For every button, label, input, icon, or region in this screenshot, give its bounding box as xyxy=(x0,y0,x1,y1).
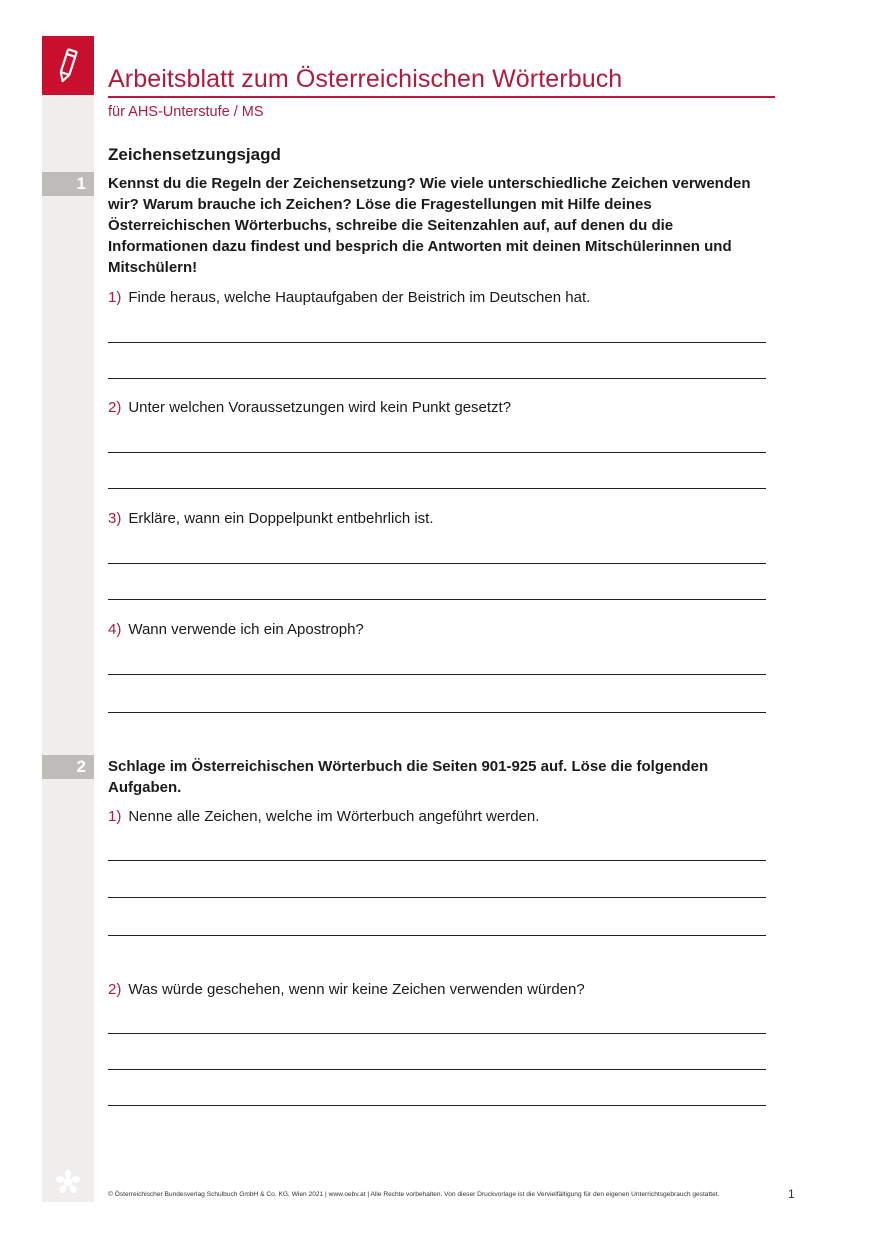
answer-line[interactable] xyxy=(108,342,766,343)
answer-line[interactable] xyxy=(108,674,766,675)
exercise-number-badge: 1 xyxy=(42,172,94,196)
worksheet-subtitle: für AHS-Unterstufe / MS xyxy=(108,104,264,120)
answer-line[interactable] xyxy=(108,563,766,564)
question-text: Was würde geschehen, wenn wir keine Zeichen verwenden würden? xyxy=(128,981,585,998)
question-number: 2) xyxy=(108,981,122,998)
exercise-number-badge: 2 xyxy=(42,755,94,779)
question-text: Nenne alle Zeichen, welche im Wörterbuch angeführt werden. xyxy=(128,808,540,825)
question-number: 2) xyxy=(108,399,122,416)
copyright-footer: © Österreichischer Bundesverlag Schulbuch GmbH & Co. KG, Wien 2021 | www.oebv.at | Alle Rechte vorbehalten. Von dieser Druckvorlage ist die Vervielfältigung für den eigenen Unterrichtsgebrauch gestattet. xyxy=(108,1191,720,1198)
exercise-instruction: Kennst du die Regeln der Zeichensetzung? Wie viele unterschiedliche Zeichen verwenden wir? Warum brauche ich Zeichen? Löse die Fragestellungen mit Hilfe deines Österreichischen Wörterbuchs, schreibe die Seitenzahlen auf, auf denen du die Informationen dazu findest und besprich die Antworten mit deinen Mitschülerinnen und Mitschülern! xyxy=(108,175,751,276)
answer-line[interactable] xyxy=(108,1033,766,1034)
answer-line[interactable] xyxy=(108,452,766,453)
worksheet-title: Arbeitsblatt zum Österreichischen Wörterbuch xyxy=(108,64,775,98)
question-text: Wann verwende ich ein Apostroph? xyxy=(128,621,364,638)
exercise-instruction: Schlage im Österreichischen Wörterbuch die Seiten 901-925 auf. Löse die folgenden Aufgaben. xyxy=(108,758,709,796)
question xyxy=(108,288,768,308)
oebv-star-icon xyxy=(55,1169,81,1195)
question xyxy=(108,398,768,418)
question xyxy=(108,980,768,1000)
answer-line[interactable] xyxy=(108,488,766,489)
publisher-logo xyxy=(42,1162,94,1202)
answer-line[interactable] xyxy=(108,599,766,600)
side-strip xyxy=(42,95,94,1202)
question-number: 1) xyxy=(108,808,122,825)
answer-line[interactable] xyxy=(108,378,766,379)
pencil-icon xyxy=(56,47,80,85)
page-number: 1 xyxy=(788,1187,795,1201)
question-number: 3) xyxy=(108,510,122,527)
question xyxy=(108,509,768,529)
question xyxy=(108,807,768,827)
answer-line[interactable] xyxy=(108,1105,766,1106)
answer-line[interactable] xyxy=(108,860,766,861)
question-text: Erkläre, wann ein Doppelpunkt entbehrlich ist. xyxy=(128,510,434,527)
question-number: 1) xyxy=(108,289,122,306)
question-number: 4) xyxy=(108,621,122,638)
question-text: Unter welchen Voraussetzungen wird kein Punkt gesetzt? xyxy=(128,399,512,416)
answer-line[interactable] xyxy=(108,897,766,898)
answer-line[interactable] xyxy=(108,1069,766,1070)
question xyxy=(108,620,768,640)
section-heading: Zeichensetzungsjagd xyxy=(108,145,281,164)
pencil-logo xyxy=(42,36,94,95)
answer-line[interactable] xyxy=(108,712,766,713)
answer-line[interactable] xyxy=(108,935,766,936)
question-text: Finde heraus, welche Hauptaufgaben der Beistrich im Deutschen hat. xyxy=(128,289,591,306)
